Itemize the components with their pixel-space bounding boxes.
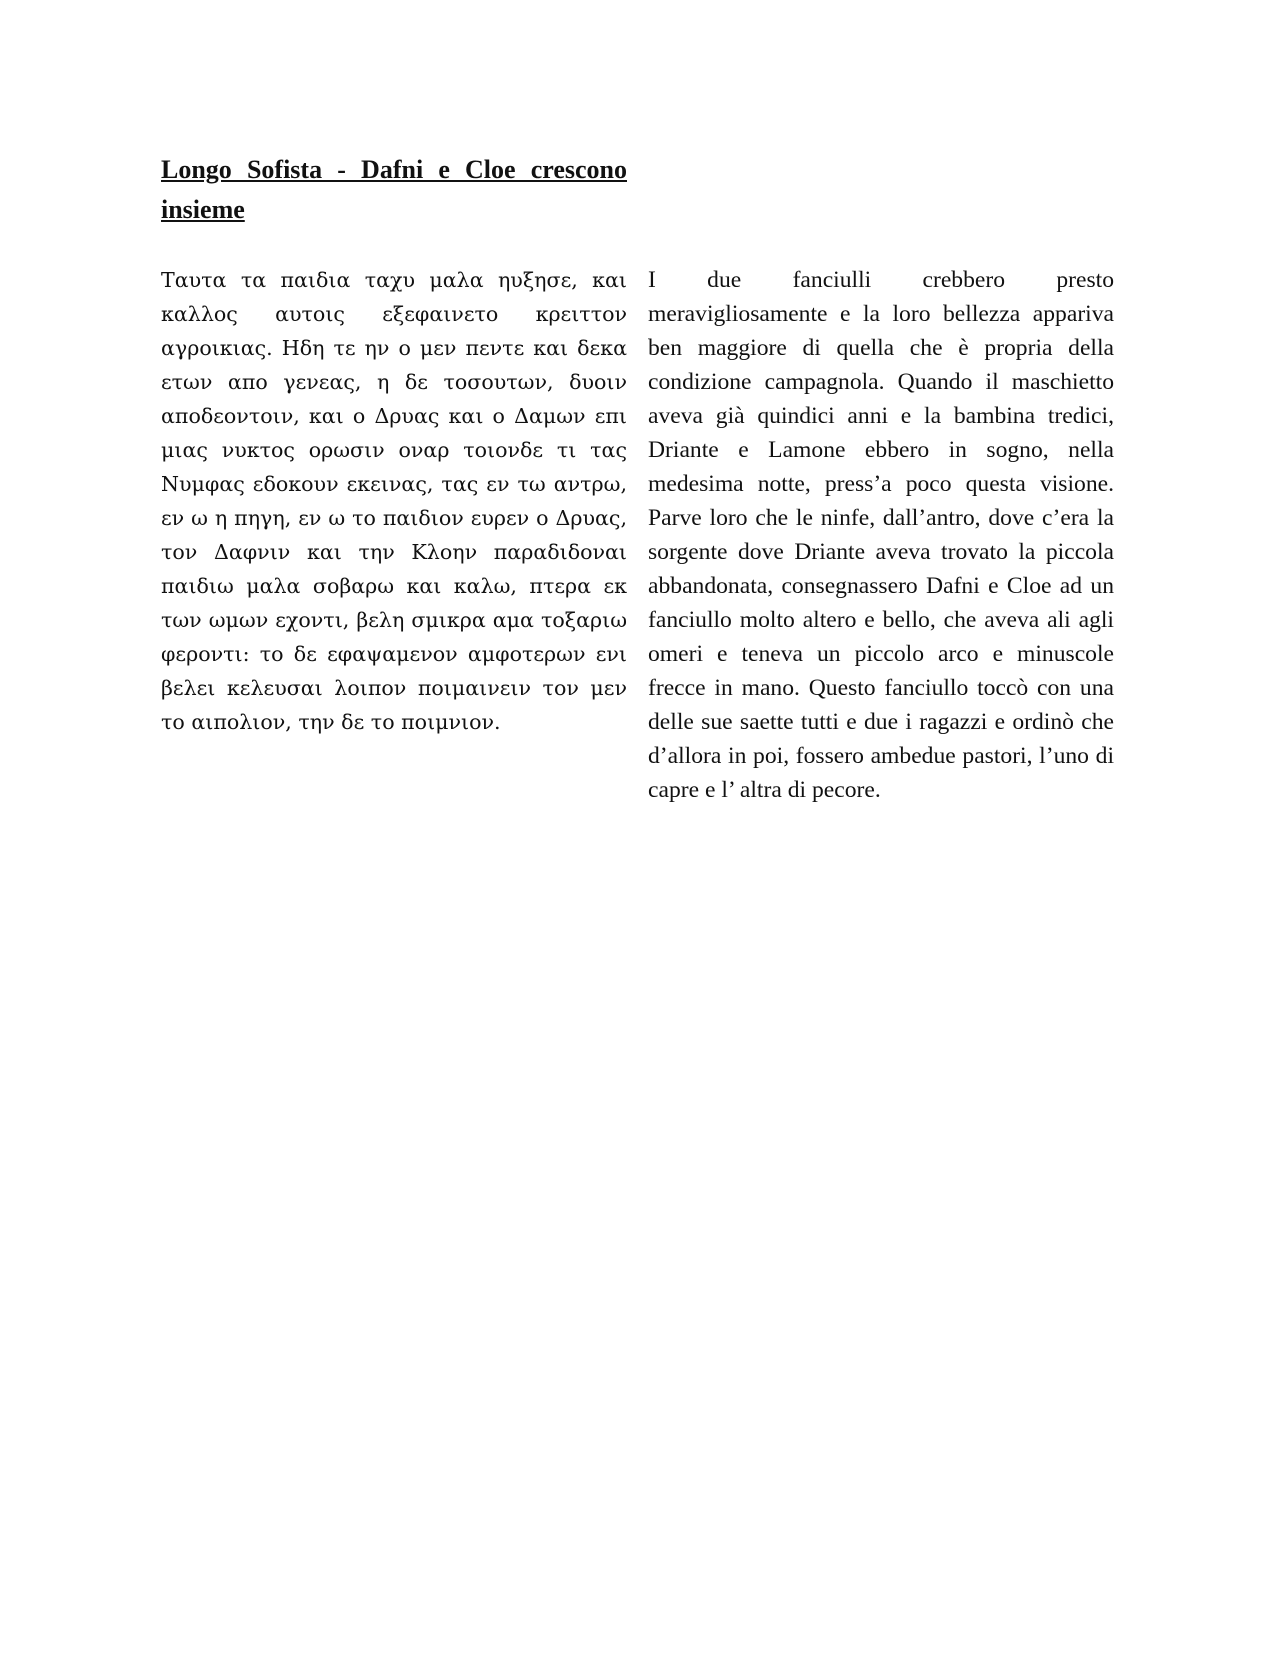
italian-translation-column: I due fanciulli crebbero presto meravigliosamente e la loro bellezza appariva ben maggiore di quella che è propria della condizione campagnola. Quando il maschietto aveva già quindici anni e la bambina tredici, Driante e Lamone ebbero in sogno, nella medesima notte, press’a poco questa visione. Parve loro che le ninfe, dall’antro, dove c’era la sorgente dove Driante aveva trovato la piccola abbandonata, consegnassero Dafni e Cloe ad un fanciullo molto altero e bello, che aveva ali agli omeri e teneva un piccolo arco e minuscole frecce in mano. Questo fanciullo toccò con una delle sue saette tutti e due i ragazzi e ordinò che d’allora in poi, fossero ambedue pastori, l’uno di capre e l’ altra di pecore.: [648, 267, 1114, 803]
greek-text-column: Ταυτα τα παιδια ταχυ μαλα ηυξησε, και καλλος αυτοις εξεφαινετο κρειττον αγροικιας. Ηδη τε ην ο μεν πεντε και δεκα ετων απο γενεας, η δε τοσουτων, δυοιν αποδεοντοιν, και ο Δρυας και ο Δαμων επι μιας νυκτος ορωσιν οναρ τοιονδε τι τας Νυμφας εδοκουν εκεινας, τας εν τω αντρω, εν ω η πηγη, εν ω το παιδιον ευρεν ο Δρυας, τον Δαφνιν και την Κλοην παραδιδοναι παιδιω μαλα σοβαρω και καλω, πτερα εκ των ωμων εχοντι, βελη σμικρα αμα τοξαριω φεροντι: το δε εφαψαμενον αμφοτερων ενι βελει κελευσαι λοιπον ποιμαινειν τον μεν το αιπολιον, την δε το ποιμνιον.: [161, 268, 627, 734]
document-title: Longo Sofista - Dafni e Cloe crescono insieme: [161, 155, 627, 224]
